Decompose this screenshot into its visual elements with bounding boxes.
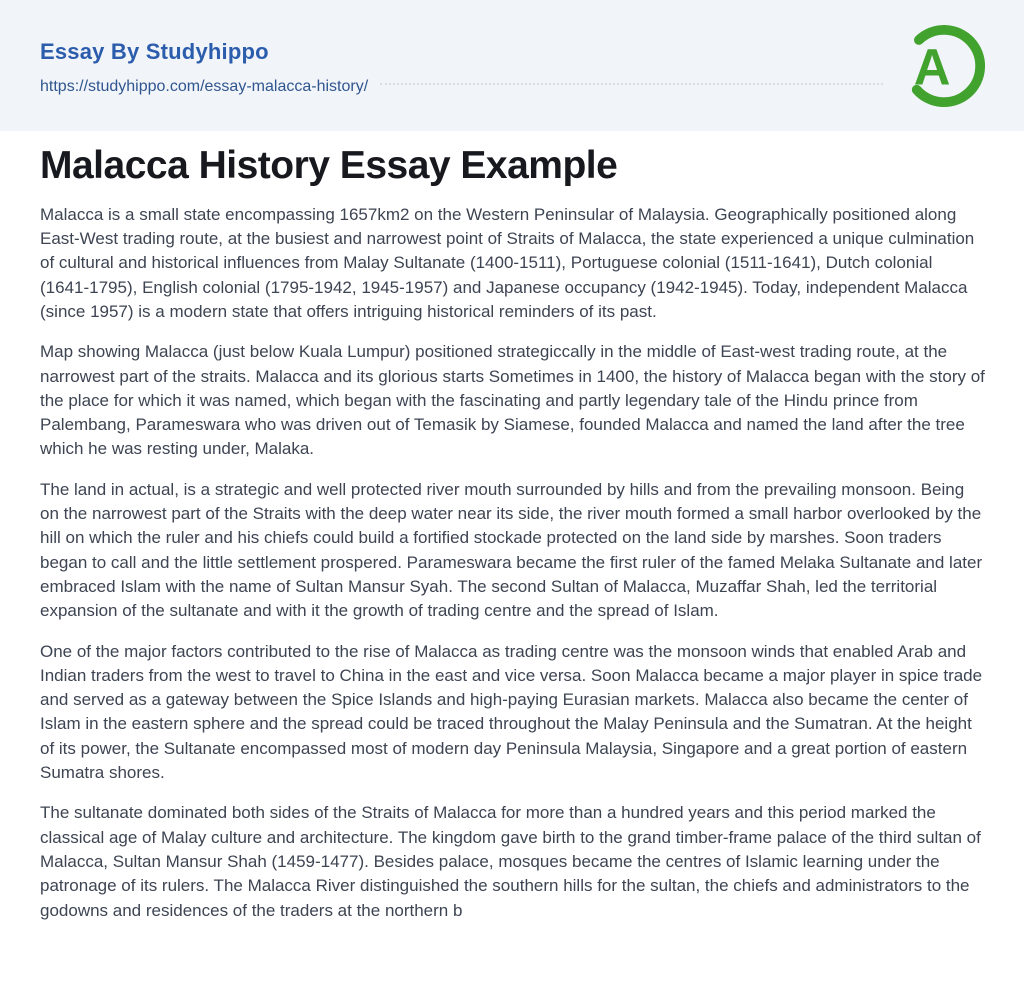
essay-content [0,143,1024,963]
header-text-block [40,35,901,96]
page-header [0,0,1024,131]
studyhippo-logo-icon [901,23,987,109]
essay-paragraph: Map showing Malacca (just below Kuala Lumpur) positioned strategiccally in the middle of East-west trading route, at the narrowest part of the straits. Malacca and its glorious starts Sometimes in 1400, the history of Malacca began with the story of the place for which it was named, which began with the fascinating and partly legendary tale of the Hindu prince from Palembang, Parameswara who was driven out of Temasik by Siamese, founded Malacca and named the land after the tree which he was resting under, Malaka. [40,342,985,459]
essay-title: Malacca History Essay Example [40,144,618,187]
logo-ring-icon [901,23,987,109]
dotted-divider [380,83,883,85]
essay-paragraph: The land in actual, is a strategic and well protected river mouth surrounded by hills and from the prevailing monsoon. Being on the narrowest part of the Straits with the deep water near its side, the river mouth formed a small harbor overlooked by the hill on which the ruler and his chiefs could build a fortified stockade protected on the land side by marshes. Soon traders began to call and the little settlement prospered. Parameswara became the first ruler of the famed Melaka Sultanate and later embraced Islam with the name of Sultan Mansur Syah. The second Sultan of Malacca, Muzaffar Shah, led the territorial expansion of the sultanate and with it the growth of trading centre and the spread of Islam. [40,479,983,621]
url-row [40,78,901,96]
site-title: Essay By Studyhippo [40,39,269,64]
page-url-link[interactable]: https://studyhippo.com/essay-malacca-history/ [40,78,369,95]
logo-letter: A [913,38,951,96]
essay-paragraph: The sultanate dominated both sides of the Straits of Malacca for more than a hundred years and this period marked the classical age of Malay culture and architecture. The kingdom gave birth to the grand timber-frame palace of the third sultan of Malacca, Sultan Mansur Shah (1459-1477). Besides palace, mosques became the centres of Islamic learning under the patronage of its rulers. The Malacca River distinguished the southern hills for the sultan, the chiefs and administrators to the godowns and residences of the traders at the northern b [40,803,981,920]
essay-paragraph: Malacca is a small state encompassing 1657km2 on the Western Peninsular of Malaysia. Geographically positioned along East-West trading route, at the busiest and narrowest point of Straits of Malacca, the state experienced a unique culmination of cultural and historical influences from Malay Sultanate (1400-1511), Portuguese colonial (1511-1641), Dutch colonial (1641-1795), English colonial (1795-1942, 1945-1957) and Japanese occupancy (1942-1945). Today, independent Malacca (since 1957) is a modern state that offers intriguing historical reminders of its past. [40,204,975,321]
essay-paragraph: One of the major factors contributed to the rise of Malacca as trading centre was the monsoon winds that enabled Arab and Indian traders from the west to travel to China in the east and vice versa. Soon Malacca became a major player in spice trade and served as a gateway between the Spice Islands and high-paying Eurasian markets. Malacca also became the center of Islam in the eastern sphere and the spread could be traced throughout the Malay Peninsula and the Sumatran. At the height of its power, the Sultanate encompassed most of modern day Peninsula Malaysia, Singapore and a great portion of eastern Sumatra shores. [40,641,983,783]
